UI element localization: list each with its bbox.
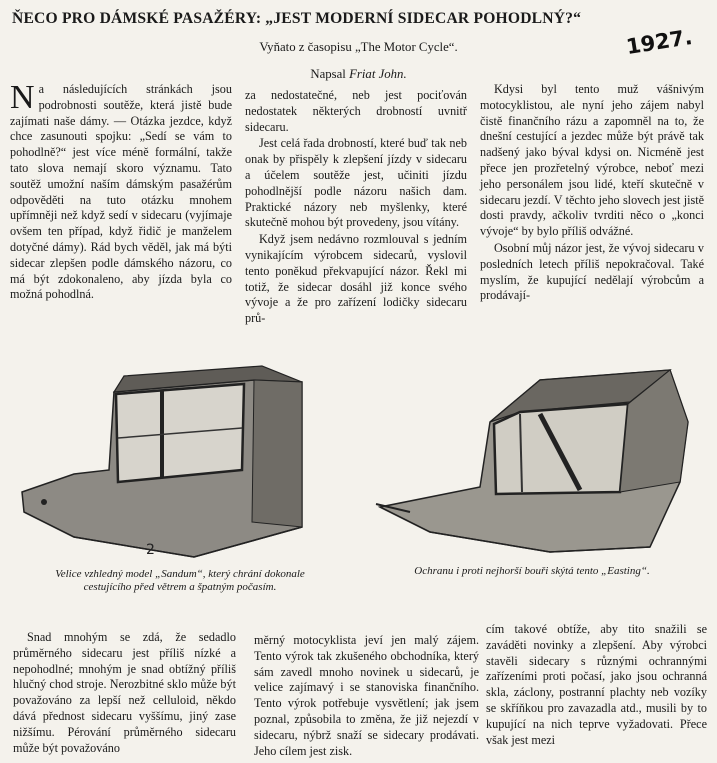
paragraph: za nedostatečné, neb jest pociťován nedostatek některých drobností uvnitř sidecaru.	[245, 88, 467, 134]
paragraph	[10, 79, 232, 303]
easting-sidecar-illustration	[370, 362, 700, 562]
easting-sidecar-drawing	[370, 362, 700, 562]
easting-caption: Ochranu i proti nejhorší bouři skýtá tento „Easting“.	[414, 565, 650, 577]
caption-line: Velice vzhledný model „Sandum“, který chrání dokonale	[55, 568, 305, 580]
author-name: Friat John.	[349, 67, 407, 81]
paragraph: Kdysi byl tento muž vášnivým motocyklistou, ale nyní jeho zájem nabyl čistě finančního rázu a zapomněl na to, že dnešní cestující a jezdec může být právě tak nadšený jako býval kdysi on. Nicméně jest přece jen prozřetelný výrobce, neboť mezi jeho personálem jsou lidé, kteří skutečně v sidecaru jezdí. V těchto jeho slovech jest jistě dosti pravdy, ačkoliv tvrditi něco o „konci vývoje“ by bylo příliš odvážné.	[480, 82, 704, 239]
author-prefix: Napsal	[310, 67, 346, 81]
caption-line: cestujícího před větrem a špatným počasím.	[83, 581, 277, 593]
sandum-caption	[20, 568, 340, 594]
paragraph: Když jsem nedávno rozmlouval s jedním vynikajícím výrobcem sidecarů, vyslovil tento poněkud překvapující názor. Řekl mi totiž, že sidecar dosáhl již konce svého vývoje a že pro zařízení lodičky sidecaru prů-	[245, 232, 467, 326]
article-author	[0, 67, 717, 82]
paragraph: Snad mnohým se zdá, že sedadlo průměrného sidecaru jest příliš nízké a nepohodlné; mnohým je snad obtížný příliš hlučný chod stroje. Nerozbitné sklo může být považováno za lepší než celluloid, někdo dává přednost sidecaru vyššímu, jiný zase nižšímu. Pérování průměrného sidecaru může být považováno	[13, 630, 236, 755]
column-top-right	[480, 82, 704, 304]
paragraph: cím takové obtíže, aby tito snažili se zaváděti novinky a zlepšení. Aby výrobci stavěli sidecary s různými ochrannými zařízeními proti počasí, jako jsou ochranná skla, záclony, postranní plachty neb vozíky se skříňkou pro zavazadla atd., musili by to kupující na nich teprve vyžadovati. Přece však jest mezi	[486, 622, 707, 747]
sandum-sidecar-illustration	[14, 362, 314, 570]
article-source: Vyňato z časopisu „The Motor Cycle“.	[259, 40, 458, 54]
paragraph-text: a následujících stránkách jsou podrobnosti soutěže, která jistě bude zajímati naše dámy. — Otázka jezdce, když chce zasunouti spojku: „Sedí se vám to pohodlně?“ jest více méně formální, takže tato slova nemají skoro významu. Tato soutěž umožní naším dámským pasažérům odpověděti na tuto otázku mnohem upřímněji než když sedí v sidecaru (vyjímaje ovšem ten případ, když řidič je manželem dotyčné dámy). Rád bych věděl, jak má býti sidecar zlepšen podle dámského názoru, co má být zdokonaleno, aby jízda byla co možná pohodlná.	[10, 82, 232, 302]
paragraph: Jest celá řada drobností, které buď tak neb onak by přispěly k zlepšení jízdy v sidecaru a účelem soutěže jest, učiniti jízdu pohodlnější podle názoru našich dam. Praktické názory neb myšlenky, které skutečně mohou být provedeny, jsou vítány.	[245, 136, 467, 230]
sandum-sidecar-drawing	[14, 362, 314, 570]
paragraph: měrný motocyklista jeví jen malý zájem. Tento výrok tak zkušeného obchodníka, který sám zavedl mnoho novinek u sidecarů, je velice zajímavý i se stanoviska finančního. Tento výrok potřebuje vysvětlení; jak jsem poznal, způsobila to změna, že již nejezdí v sidecaru, nýbrž snaží se sidecary prodávati. Jeho cílem jest zisk.	[254, 633, 479, 758]
column-top-middle	[245, 88, 467, 327]
column-bottom-left	[13, 630, 236, 756]
paragraph: Osobní můj názor jest, že vývoj sidecaru v posledních letech příliš nepokračoval. Také myslím, že kupující nedělají výrobcům a prodávají-	[480, 240, 704, 303]
article-title: ŇECO PRO DÁMSKÉ PASAŽÉRY: „JEST MODERNÍ SIDECAR POHODLNÝ?“	[12, 10, 582, 27]
handwritten-year: 1927.	[624, 24, 694, 60]
drop-cap: N	[10, 79, 35, 116]
figure-mark: 2	[146, 542, 155, 558]
column-bottom-right	[486, 622, 707, 748]
column-top-left	[10, 79, 232, 303]
column-bottom-middle	[254, 633, 479, 759]
